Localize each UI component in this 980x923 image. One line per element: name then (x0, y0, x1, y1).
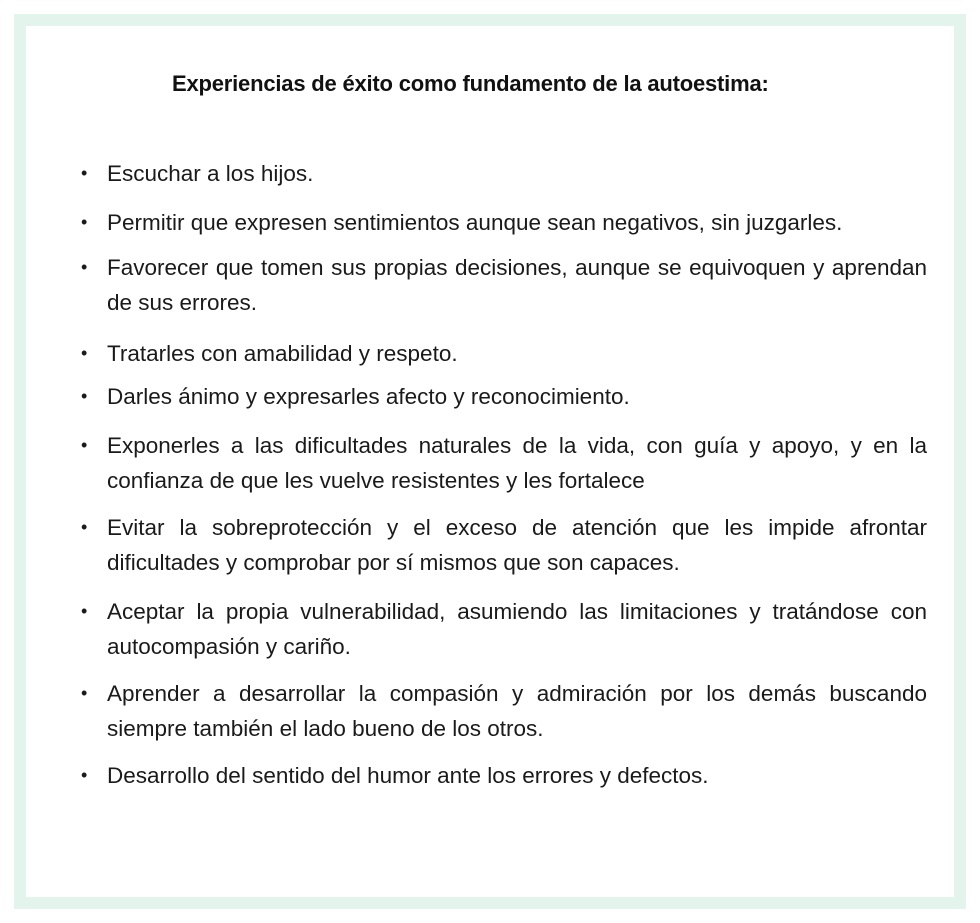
list-item (64, 205, 927, 240)
bullet-icon: • (81, 517, 88, 537)
bullet-icon: • (81, 212, 88, 232)
bullet-icon: • (81, 343, 88, 363)
list-item-text: Escuchar a los hijos. (107, 161, 314, 186)
list-item (64, 428, 927, 498)
list-item-text: Aprender a desarrollar la compasión y admiración por los demás buscando siempre también el lado bueno de los otros. (107, 681, 927, 741)
list-item (64, 758, 927, 793)
list-item (64, 250, 927, 320)
bullet-icon: • (81, 435, 88, 455)
content-frame (14, 14, 966, 909)
list-item (64, 676, 927, 746)
bullet-icon: • (81, 765, 88, 785)
list-item-text: Tratarles con amabilidad y respeto. (107, 341, 458, 366)
list-item-text: Evitar la sobreprotección y el exceso de atención que les impide afrontar dificultades y comprobar por sí mismos que son capaces. (107, 515, 927, 575)
list-item (64, 594, 927, 664)
list-item (64, 510, 927, 580)
bullet-icon: • (81, 163, 88, 183)
list-item-text: Permitir que expresen sentimientos aunque sean negativos, sin juzgarles. (107, 210, 843, 235)
bullet-icon: • (81, 601, 88, 621)
bullet-icon: • (81, 683, 88, 703)
bullet-icon: • (81, 257, 88, 277)
list-item-text: Desarrollo del sentido del humor ante los errores y defectos. (107, 763, 709, 788)
list-item-text: Aceptar la propia vulnerabilidad, asumiendo las limitaciones y tratándose con autocompasión y cariño. (107, 599, 927, 659)
list-item-text: Darles ánimo y expresarles afecto y reconocimiento. (107, 384, 630, 409)
list-item-text: Favorecer que tomen sus propias decisiones, aunque se equivoquen y aprendan de sus errores. (107, 255, 927, 315)
list-item (64, 336, 927, 371)
list-item (64, 379, 927, 414)
list-item (64, 156, 927, 191)
bullet-icon: • (81, 386, 88, 406)
page-title: Experiencias de éxito como fundamento de la autoestima: (172, 71, 769, 96)
success-experiences-list (64, 156, 927, 793)
list-item-text: Exponerles a las dificultades naturales de la vida, con guía y apoyo, y en la confianza de que les vuelve resistentes y les fortalece (107, 433, 927, 493)
